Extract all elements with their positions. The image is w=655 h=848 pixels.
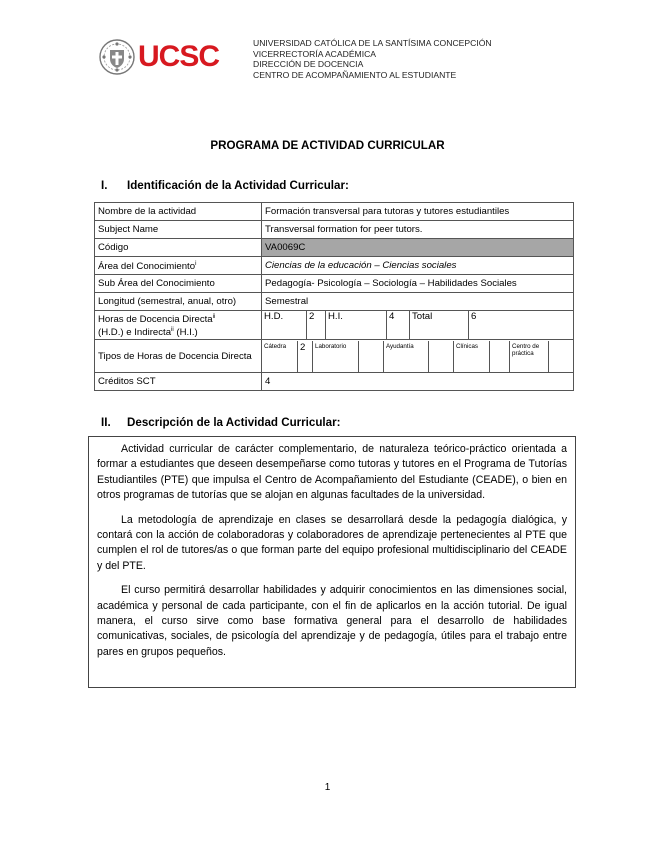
description-paragraph: Actividad curricular de carácter complementario, de naturaleza teórico-práctico orientada a formar a estudiantes que deseen desempeñarse como tutoras y tutores en el Programa de Tutorías Estudiantiles (PTE) que impulsa el Centro de Acompañamiento del Estudiante (CEADE), o bien en otros programas de tutorías que se alojan en algunas facultades de la universidad.	[97, 443, 567, 502]
section-1-heading	[101, 179, 349, 192]
horas-subtable	[262, 311, 573, 339]
horas-values-cell	[262, 311, 574, 340]
table-row	[95, 257, 574, 275]
clinicas-value	[490, 341, 510, 372]
laboratorio-value	[359, 341, 384, 372]
catedra-label: Cátedra	[264, 342, 287, 350]
row-label-creditos: Créditos SCT	[95, 373, 262, 391]
row-value-area: Ciencias de la educación – Ciencias sociales	[262, 257, 574, 275]
hi-value: 4	[387, 311, 410, 339]
row-label-area	[95, 257, 262, 275]
institution-line: DIRECCIÓN DE DOCENCIA	[253, 59, 364, 69]
row-value-nombre: Formación transversal para tutoras y tutores estudiantiles	[262, 203, 574, 221]
institution-line: UNIVERSIDAD CATÓLICA DE LA SANTÍSIMA CONCEPCIÓN	[253, 38, 492, 48]
tipos-values-cell	[262, 340, 574, 373]
table-row	[95, 373, 574, 391]
row-label-nombre: Nombre de la actividad	[95, 203, 262, 221]
section-2-number: II.	[101, 416, 111, 429]
horas-label-part: (H.D.) e Indirecta	[98, 327, 172, 339]
hi-label: H.I.	[326, 311, 387, 339]
institution-block	[253, 38, 492, 80]
total-label: Total	[410, 311, 469, 339]
section-1-title: Identificación de la Actividad Curricular:	[127, 179, 349, 192]
laboratorio-label: Laboratorio	[313, 341, 359, 372]
table-row	[95, 275, 574, 293]
centro-value	[549, 341, 574, 372]
tipos-subtable	[262, 341, 573, 372]
footnote-marker: i	[195, 260, 197, 267]
row-value-subject: Transversal formation for peer tutors.	[262, 221, 574, 239]
row-label-codigo: Código	[95, 239, 262, 257]
hd-label: H.D.	[264, 311, 284, 322]
row-value-creditos: 4	[262, 373, 574, 391]
row-label-longitud: Longitud (semestral, anual, otro)	[95, 293, 262, 311]
table-row	[95, 293, 574, 311]
logo-wordmark: UCSC	[138, 40, 220, 73]
page-number: 1	[324, 782, 331, 793]
horas-label-part: Horas de Docencia Directa	[98, 314, 213, 325]
row-label-tipos: Tipos de Horas de Docencia Directa	[95, 340, 262, 373]
row-label-subarea: Sub Área del Conocimiento	[95, 275, 262, 293]
section-2-heading	[101, 416, 340, 429]
table-row	[95, 340, 574, 373]
activity-info-table	[94, 202, 574, 391]
footnote-marker: ii	[212, 313, 216, 320]
table-row	[95, 203, 574, 221]
section-2-title: Descripción de la Actividad Curricular:	[127, 416, 341, 429]
row-label-horas	[95, 311, 262, 340]
clinicas-label: Clínicas	[454, 341, 490, 372]
institution-line: CENTRO DE ACOMPAÑAMIENTO AL ESTUDIANTE	[253, 69, 457, 80]
area-label-text: Área del Conocimiento	[98, 261, 196, 273]
hd-value: 2	[307, 311, 326, 339]
total-value: 6	[469, 311, 574, 339]
table-row	[95, 239, 574, 257]
description-box	[88, 436, 576, 688]
row-value-longitud: Semestral	[262, 293, 574, 311]
institution-line: VICERRECTORÍA ACADÉMICA	[253, 48, 377, 59]
footnote-marker: ii	[171, 327, 174, 333]
row-value-subarea: Pedagogía- Psicología – Sociología – Habilidades Sociales	[262, 275, 574, 293]
centro-label: Centro de práctica	[510, 341, 549, 372]
table-row	[95, 311, 574, 340]
catedra-value: 2	[298, 341, 313, 372]
description-paragraph: La metodología de aprendizaje en clases se desarrollará desde la pedagogía dialógica, y contará con la acción de colaboradoras y colaboradores de aprendizaje pertenecientes al PTE que cumplen el rol de tutores/as o que forman parte del equipo profesional multidisciplinario del CEADE y del PTE.	[97, 513, 567, 572]
page-title: PROGRAMA DE ACTIVIDAD CURRICULAR	[210, 139, 445, 152]
table-row	[95, 221, 574, 239]
description-paragraph: El curso permitirá desarrollar habilidades y adquirir conocimientos en las dimensiones social, académica y personal de cada participante, con el fin de aplicarlos en la acción tutorial. De igual manera, el curso sirve como base formativa general para el desarrollo de habilidades comunicativas, sociales, de psicología del aprendizaje y de pedagogía, útiles para el trabajo entre pares en grupos pequeños.	[97, 584, 567, 658]
ucsc-logo	[98, 38, 220, 76]
university-crest-icon	[98, 38, 136, 76]
row-value-codigo: VA0069C	[262, 239, 574, 257]
ayudantia-label: Ayudantía	[384, 341, 429, 372]
section-1-number: I.	[101, 179, 108, 192]
row-label-subject: Subject Name	[95, 221, 262, 239]
horas-label-part: (H.I.)	[176, 327, 198, 339]
ayudantia-value	[429, 341, 454, 372]
